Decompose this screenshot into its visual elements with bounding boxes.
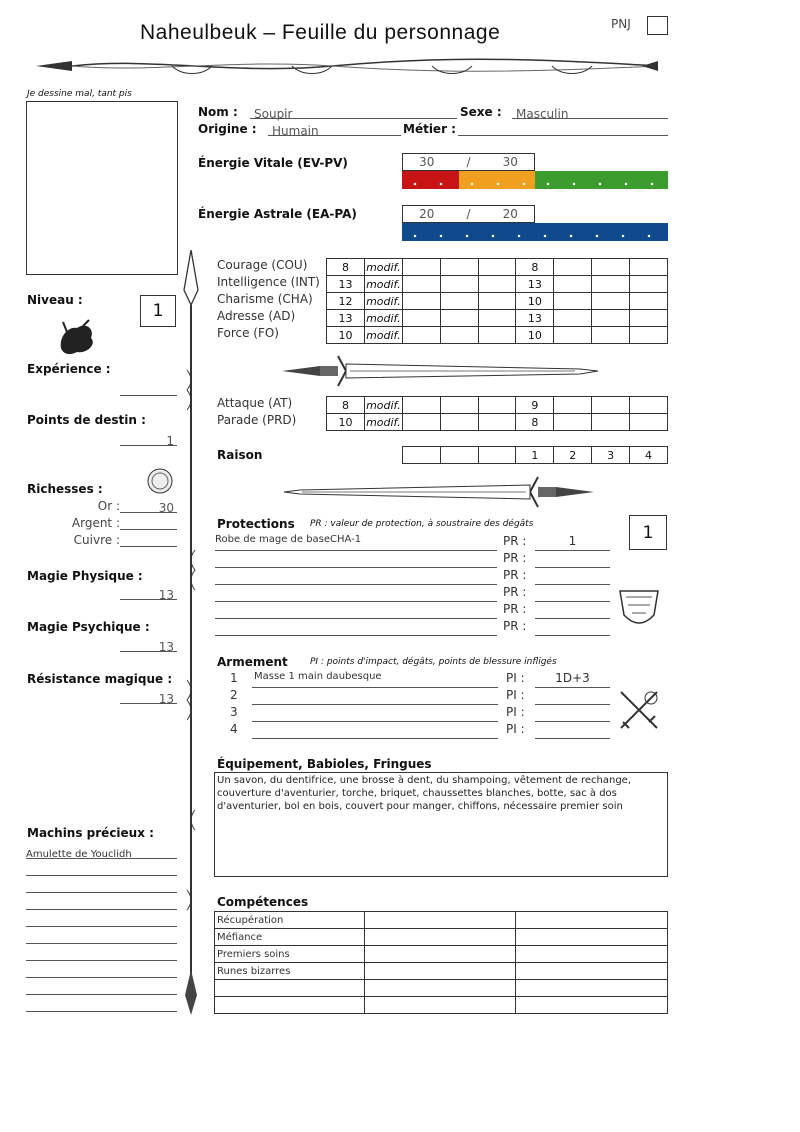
protection-item[interactable] bbox=[215, 602, 497, 619]
stat-name: Courage (COU) bbox=[217, 258, 308, 272]
ea-label: Énergie Astrale (EA-PA) bbox=[198, 207, 357, 221]
machins-label: Machins précieux : bbox=[27, 826, 154, 840]
stat-cell[interactable] bbox=[554, 259, 592, 276]
stat-base[interactable]: 13 bbox=[327, 276, 365, 293]
weapon-item[interactable] bbox=[252, 688, 498, 705]
stat-cell[interactable] bbox=[440, 293, 478, 310]
combat-base[interactable]: 8 bbox=[327, 397, 365, 414]
argent-field[interactable] bbox=[120, 514, 177, 530]
magie-physique-label: Magie Physique : bbox=[27, 569, 143, 583]
combat-name: Attaque (AT) bbox=[217, 396, 293, 410]
weapon-item[interactable]: Masse 1 main daubesque bbox=[252, 671, 498, 688]
combat-base[interactable]: 10 bbox=[327, 414, 365, 431]
combat-cell[interactable] bbox=[478, 414, 516, 431]
stat-cell[interactable] bbox=[554, 293, 592, 310]
raison-table bbox=[402, 446, 668, 464]
stat-cell[interactable] bbox=[592, 293, 630, 310]
page-title: Naheulbeuk – Feuille du personnage bbox=[140, 21, 501, 44]
pi-label: PI : bbox=[506, 705, 525, 719]
richesses-label: Richesses : bbox=[27, 482, 103, 496]
protection-item[interactable] bbox=[215, 619, 497, 636]
coin-icon bbox=[146, 467, 174, 495]
pi-label: PI : bbox=[506, 671, 525, 685]
ea-bar-blue bbox=[402, 223, 668, 241]
list-item bbox=[215, 534, 615, 551]
combat-modif[interactable]: modif. bbox=[366, 415, 401, 429]
stat-cell[interactable] bbox=[630, 310, 668, 327]
table-row bbox=[327, 414, 668, 431]
crossed-weapons-icon bbox=[615, 686, 663, 734]
protection-item[interactable] bbox=[215, 568, 497, 585]
combat-cell[interactable] bbox=[592, 414, 630, 431]
magie-physique-value: 13 bbox=[158, 588, 174, 602]
skill-cell[interactable]: Récupération bbox=[215, 912, 365, 929]
weapon-number: 1 bbox=[230, 671, 238, 685]
resistance-value: 13 bbox=[158, 692, 174, 706]
pr-label: PR : bbox=[503, 602, 527, 616]
skill-cell[interactable]: Méfiance bbox=[215, 929, 365, 946]
magie-psychique-label: Magie Psychique : bbox=[27, 620, 150, 634]
protections-total-box[interactable] bbox=[629, 515, 667, 550]
ev-counter[interactable] bbox=[402, 153, 535, 171]
stat-name: Charisme (CHA) bbox=[217, 292, 313, 306]
list-item bbox=[228, 722, 618, 739]
competences-label: Compétences bbox=[217, 895, 309, 909]
pi-label: PI : bbox=[506, 688, 525, 702]
stat-name: Adresse (AD) bbox=[217, 309, 296, 323]
list-item bbox=[228, 705, 618, 722]
dragon-icon bbox=[55, 318, 99, 358]
stat-name: Intelligence (INT) bbox=[217, 275, 320, 289]
raison-cell[interactable]: 4 bbox=[630, 447, 668, 464]
stat-cell[interactable] bbox=[402, 276, 440, 293]
pr-value[interactable] bbox=[535, 585, 610, 602]
weapon-number: 3 bbox=[230, 705, 238, 719]
skill-cell[interactable]: Premiers soins bbox=[215, 946, 365, 963]
raison-cell[interactable]: 1 bbox=[516, 447, 554, 464]
list-item bbox=[215, 551, 615, 568]
combat-cell[interactable] bbox=[554, 397, 592, 414]
stat-modif[interactable]: modif. bbox=[366, 260, 401, 274]
protections-list bbox=[215, 534, 615, 636]
stat-cell[interactable] bbox=[554, 276, 592, 293]
stat-base[interactable]: 13 bbox=[327, 310, 365, 327]
combat-table bbox=[326, 396, 668, 431]
machin-line[interactable] bbox=[26, 927, 177, 944]
sexe-label: Sexe : bbox=[460, 105, 502, 119]
shield-icon bbox=[614, 585, 664, 633]
skill-cell[interactable] bbox=[516, 963, 668, 980]
pr-label: PR : bbox=[503, 568, 527, 582]
protections-label: Protections bbox=[217, 517, 295, 531]
machin-line[interactable] bbox=[26, 842, 177, 859]
ev-max: 30 bbox=[502, 155, 518, 169]
decorative-vine-divider bbox=[32, 55, 662, 77]
table-row bbox=[215, 912, 668, 929]
machins-list bbox=[26, 842, 177, 1012]
skill-cell[interactable] bbox=[516, 997, 668, 1014]
stat-cell[interactable] bbox=[478, 327, 516, 344]
stat-modif[interactable]: modif. bbox=[366, 311, 401, 325]
stat-cell[interactable] bbox=[592, 276, 630, 293]
resistance-label: Résistance magique : bbox=[27, 672, 173, 686]
protections-total: 1 bbox=[642, 522, 654, 543]
origine-label: Origine : bbox=[198, 122, 257, 136]
weapon-item[interactable] bbox=[252, 705, 498, 722]
table-row bbox=[327, 397, 668, 414]
sword-icon bbox=[280, 352, 600, 390]
raison-cell[interactable] bbox=[403, 447, 441, 464]
pr-label: PR : bbox=[503, 551, 527, 565]
armement-note: PI : points d'impact, dégâts, points de blessure infligés bbox=[310, 657, 557, 667]
table-row bbox=[215, 980, 668, 997]
nom-label: Nom : bbox=[198, 105, 238, 119]
niveau-value: 1 bbox=[152, 301, 164, 321]
origine-field[interactable] bbox=[268, 120, 401, 136]
pi-value[interactable] bbox=[535, 688, 610, 705]
table-row bbox=[327, 276, 668, 293]
list-item bbox=[215, 568, 615, 585]
stat-cell[interactable] bbox=[402, 259, 440, 276]
pr-value[interactable] bbox=[535, 619, 610, 636]
stat-cell[interactable] bbox=[554, 327, 592, 344]
pr-label: PR : bbox=[503, 534, 527, 548]
table-row bbox=[403, 447, 668, 464]
stat-name: Force (FO) bbox=[217, 326, 279, 340]
list-item bbox=[228, 671, 618, 688]
machin-line[interactable] bbox=[26, 859, 177, 876]
stat-cell[interactable] bbox=[402, 310, 440, 327]
list-item bbox=[228, 688, 618, 705]
pr-value[interactable] bbox=[535, 568, 610, 585]
stat-cell[interactable] bbox=[440, 310, 478, 327]
weapon-number: 2 bbox=[230, 688, 238, 702]
experience-label: Expérience : bbox=[27, 362, 111, 376]
table-row bbox=[215, 963, 668, 980]
stat-cell[interactable] bbox=[630, 327, 668, 344]
list-item bbox=[215, 602, 615, 619]
pnj-label: PNJ bbox=[611, 17, 631, 31]
ev-bar-red bbox=[402, 171, 459, 189]
cuivre-label: Cuivre : bbox=[73, 533, 120, 547]
machin-line[interactable] bbox=[26, 961, 177, 978]
stat-cell[interactable] bbox=[630, 293, 668, 310]
machin-value: Amulette de Youclidh bbox=[26, 849, 132, 860]
ev-label: Énergie Vitale (EV-PV) bbox=[198, 156, 348, 170]
combat-modif[interactable]: modif. bbox=[366, 398, 401, 412]
pr-value[interactable] bbox=[535, 551, 610, 568]
stat-modif[interactable]: modif. bbox=[366, 277, 401, 291]
stat-base[interactable]: 12 bbox=[327, 293, 365, 310]
stats-table bbox=[326, 258, 668, 344]
equipement-label: Équipement, Babioles, Fringues bbox=[217, 757, 432, 771]
combat-cell[interactable] bbox=[592, 397, 630, 414]
portrait-box[interactable] bbox=[26, 101, 178, 275]
raison-cell[interactable]: 2 bbox=[554, 447, 592, 464]
raison-cell[interactable] bbox=[440, 447, 478, 464]
combat-cell[interactable] bbox=[440, 414, 478, 431]
raison-cell[interactable]: 3 bbox=[592, 447, 630, 464]
combat-cell[interactable] bbox=[630, 397, 668, 414]
ea-separator: / bbox=[466, 207, 471, 221]
stat-cell[interactable] bbox=[592, 327, 630, 344]
magie-psychique-value: 13 bbox=[158, 640, 174, 654]
skill-cell[interactable] bbox=[215, 997, 365, 1014]
competences-table bbox=[214, 911, 668, 1014]
stat-cell[interactable] bbox=[478, 276, 516, 293]
protection-item[interactable] bbox=[215, 551, 497, 568]
stat-modif[interactable]: modif. bbox=[366, 328, 401, 342]
nom-field[interactable] bbox=[250, 103, 457, 119]
machin-line[interactable] bbox=[26, 995, 177, 1012]
skill-cell[interactable] bbox=[516, 980, 668, 997]
pi-label: PI : bbox=[506, 722, 525, 736]
skill-cell[interactable]: Runes bizarres bbox=[215, 963, 365, 980]
machin-line[interactable] bbox=[26, 893, 177, 910]
machin-line[interactable] bbox=[26, 944, 177, 961]
skill-cell[interactable] bbox=[364, 929, 516, 946]
experience-field[interactable] bbox=[120, 380, 177, 396]
table-row bbox=[215, 997, 668, 1014]
magie-physique-field[interactable] bbox=[120, 584, 177, 600]
stat-cell[interactable] bbox=[630, 259, 668, 276]
cuivre-field[interactable] bbox=[120, 531, 177, 547]
stat-base[interactable]: 8 bbox=[327, 259, 365, 276]
ev-current: 30 bbox=[419, 155, 435, 169]
ev-separator: / bbox=[466, 155, 471, 169]
pr-label: PR : bbox=[503, 619, 527, 633]
ev-bar-orange bbox=[459, 171, 535, 189]
argent-label: Argent : bbox=[71, 516, 120, 530]
stats-names bbox=[217, 258, 320, 343]
raison-label: Raison bbox=[217, 448, 263, 462]
skill-cell[interactable] bbox=[364, 997, 516, 1014]
pr-label: PR : bbox=[503, 585, 527, 599]
stat-cell[interactable] bbox=[478, 293, 516, 310]
weapon-item[interactable] bbox=[252, 722, 498, 739]
list-item bbox=[215, 585, 615, 602]
stat-final[interactable]: 13 bbox=[516, 276, 554, 293]
drawing-caption: Je dessine mal, tant pis bbox=[27, 89, 132, 99]
sexe-field[interactable] bbox=[512, 103, 668, 119]
skill-cell[interactable] bbox=[215, 980, 365, 997]
ea-counter[interactable] bbox=[402, 205, 535, 223]
table-row bbox=[327, 293, 668, 310]
armement-label: Armement bbox=[217, 655, 288, 669]
raison-cell[interactable] bbox=[478, 447, 516, 464]
stat-cell[interactable] bbox=[440, 259, 478, 276]
stat-cell[interactable] bbox=[402, 293, 440, 310]
combat-names bbox=[217, 396, 296, 430]
spear-icon bbox=[180, 250, 202, 1020]
machin-line[interactable] bbox=[26, 876, 177, 893]
ea-max: 20 bbox=[502, 207, 518, 221]
skill-cell[interactable] bbox=[364, 980, 516, 997]
sword-icon bbox=[282, 474, 597, 510]
magie-psychique-field[interactable] bbox=[120, 636, 177, 652]
combat-cell[interactable] bbox=[554, 414, 592, 431]
stat-cell[interactable] bbox=[402, 327, 440, 344]
equipement-textarea[interactable]: Un savon, du dentifrice, une brosse à dent, du shampoing, vêtement de rechange, couverture d'aventurier, torche, briquet, chaussettes blanches, botte, sac à dos d'aventurier, bol en bois, couvert pour manger, chiffons, nécessaire premier soin bbox=[214, 772, 668, 877]
pr-value[interactable]: 1 bbox=[535, 534, 610, 551]
skill-cell[interactable] bbox=[516, 929, 668, 946]
table-row bbox=[327, 259, 668, 276]
table-row bbox=[215, 929, 668, 946]
stat-final[interactable]: 10 bbox=[516, 293, 554, 310]
stat-final[interactable]: 8 bbox=[516, 259, 554, 276]
combat-final[interactable]: 9 bbox=[516, 397, 554, 414]
combat-cell[interactable] bbox=[402, 397, 440, 414]
stat-cell[interactable] bbox=[440, 276, 478, 293]
protection-item[interactable]: Robe de mage de baseCHA-1 bbox=[215, 534, 497, 551]
niveau-label: Niveau : bbox=[27, 293, 83, 307]
protections-note: PR : valeur de protection, à soustraire des dégâts bbox=[310, 519, 534, 529]
stat-cell[interactable] bbox=[440, 327, 478, 344]
resistance-field[interactable] bbox=[120, 688, 177, 704]
ev-bar-green bbox=[535, 171, 668, 189]
skill-cell[interactable] bbox=[364, 946, 516, 963]
combat-cell[interactable] bbox=[478, 397, 516, 414]
machin-line[interactable] bbox=[26, 910, 177, 927]
niveau-box[interactable] bbox=[140, 295, 176, 327]
combat-cell[interactable] bbox=[402, 414, 440, 431]
nom-value: Soupir bbox=[254, 107, 293, 121]
skill-cell[interactable] bbox=[364, 963, 516, 980]
table-row bbox=[215, 946, 668, 963]
stat-cell[interactable] bbox=[554, 310, 592, 327]
list-item bbox=[215, 619, 615, 636]
pr-value[interactable] bbox=[535, 602, 610, 619]
stat-final[interactable]: 13 bbox=[516, 310, 554, 327]
metier-label: Métier : bbox=[403, 122, 456, 136]
armement-list bbox=[228, 671, 618, 739]
skill-cell[interactable] bbox=[516, 946, 668, 963]
pnj-checkbox[interactable] bbox=[647, 16, 668, 35]
stat-modif[interactable]: modif. bbox=[366, 294, 401, 308]
or-value: 30 bbox=[158, 501, 174, 515]
stat-cell[interactable] bbox=[630, 276, 668, 293]
sexe-value: Masculin bbox=[516, 107, 569, 121]
machin-line[interactable] bbox=[26, 978, 177, 995]
pi-value[interactable]: 1D+3 bbox=[535, 671, 610, 688]
skill-cell[interactable] bbox=[364, 912, 516, 929]
destin-value: 1 bbox=[166, 434, 174, 448]
weapon-number: 4 bbox=[230, 722, 238, 736]
origine-value: Humain bbox=[272, 124, 319, 138]
stat-final[interactable]: 10 bbox=[516, 327, 554, 344]
stat-cell[interactable] bbox=[478, 310, 516, 327]
metier-field[interactable] bbox=[458, 120, 668, 136]
stat-cell[interactable] bbox=[478, 259, 516, 276]
combat-final[interactable]: 8 bbox=[516, 414, 554, 431]
destin-field[interactable] bbox=[120, 430, 177, 446]
pi-value[interactable] bbox=[535, 705, 610, 722]
or-field[interactable] bbox=[120, 497, 177, 513]
stat-cell[interactable] bbox=[592, 310, 630, 327]
protection-item[interactable] bbox=[215, 585, 497, 602]
table-row bbox=[327, 310, 668, 327]
skill-cell[interactable] bbox=[516, 912, 668, 929]
combat-cell[interactable] bbox=[630, 414, 668, 431]
combat-name: Parade (PRD) bbox=[217, 413, 297, 427]
destin-label: Points de destin : bbox=[27, 413, 146, 427]
pi-value[interactable] bbox=[535, 722, 610, 739]
stat-cell[interactable] bbox=[592, 259, 630, 276]
or-label: Or : bbox=[97, 499, 120, 513]
combat-cell[interactable] bbox=[440, 397, 478, 414]
stat-base[interactable]: 10 bbox=[327, 327, 365, 344]
ea-current: 20 bbox=[419, 207, 435, 221]
table-row bbox=[327, 327, 668, 344]
